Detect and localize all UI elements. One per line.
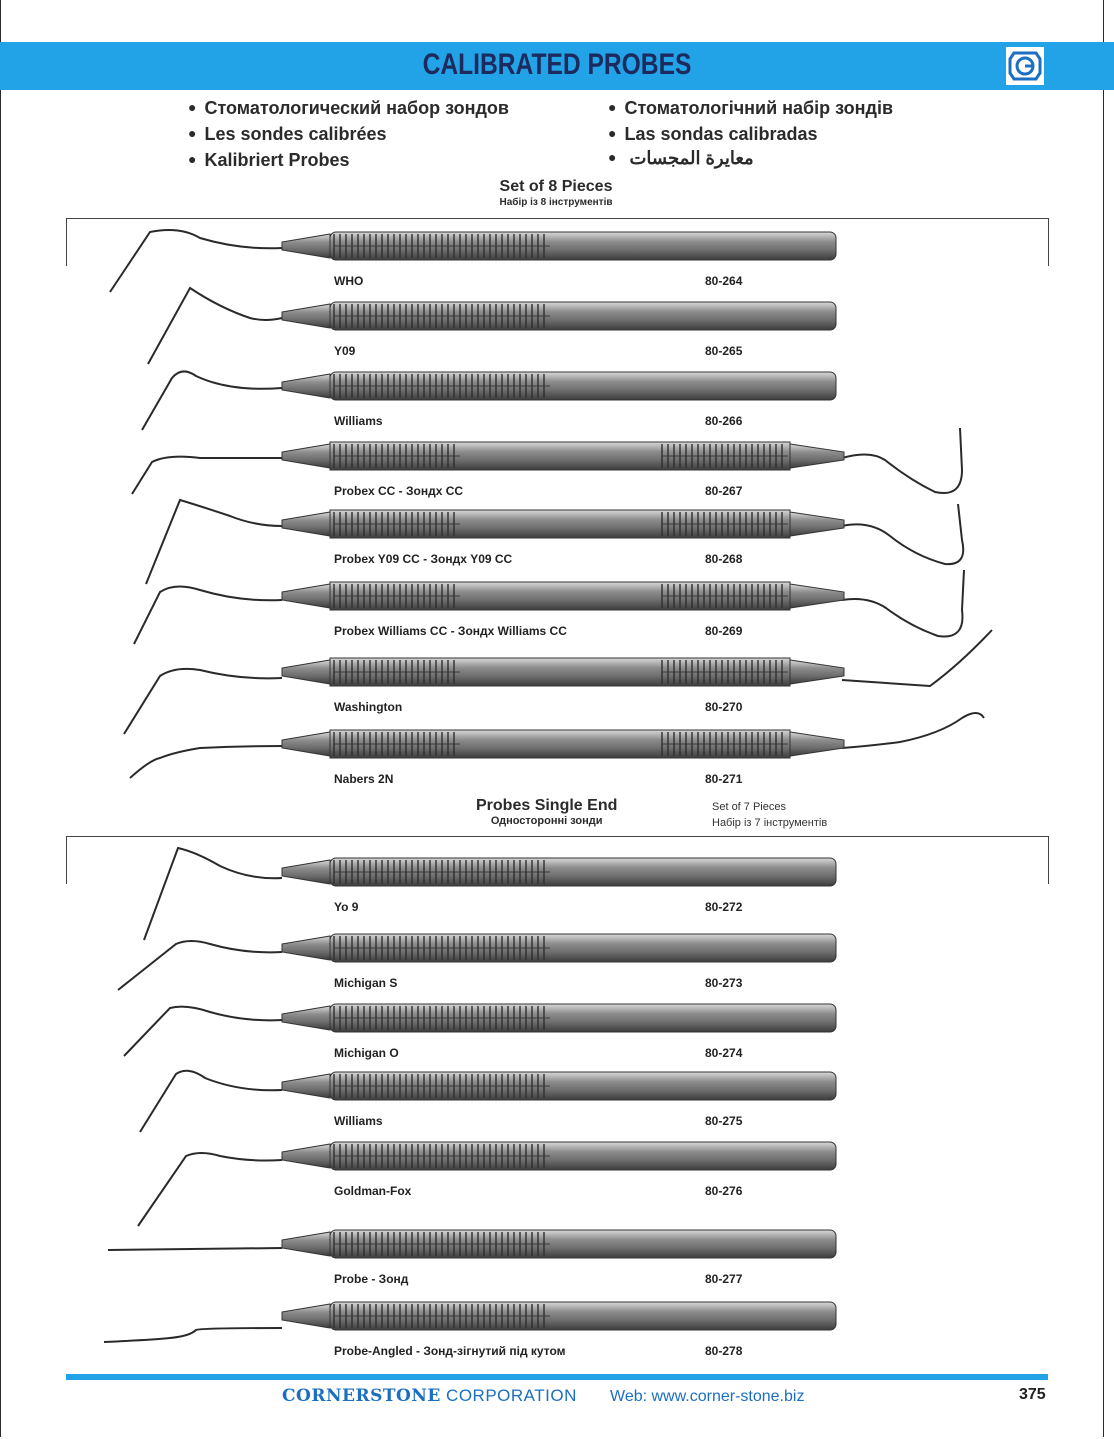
instrument-name: Goldman-Fox (334, 1184, 412, 1198)
footer-company: CORNERSTONE CORPORATION (282, 1386, 577, 1406)
instrument-code: 80-271 (705, 772, 743, 786)
instrument-name: Michigan S (334, 976, 398, 990)
single-end-subtitle: Односторонні зонди (490, 815, 603, 827)
instrument-name: Probe-Angled - Зонд-зігнутий під кутом (334, 1344, 566, 1358)
lang-uk: ● Стоматологічний набір зондів (608, 98, 894, 118)
footer-line (66, 1374, 1048, 1380)
instrument-name: Probe - Зонд (334, 1272, 409, 1286)
instrument-code: 80-269 (705, 624, 743, 638)
instrument-code: 80-266 (705, 414, 743, 428)
page-number: 375 (1019, 1386, 1046, 1403)
set-8-title: Set of 8 Pieces (499, 178, 613, 195)
instrument-code: 80-265 (705, 344, 743, 358)
lang-fr: ● Les sondes calibrées (188, 124, 387, 144)
single-end-set-count: Set of 7 Pieces (712, 801, 786, 813)
single-end-set-sub: Набір із 7 інструментів (712, 817, 828, 829)
instrument-code: 80-274 (705, 1046, 743, 1060)
instrument-name: Yo 9 (334, 900, 359, 914)
instrument-name: Y09 (334, 344, 356, 358)
instrument-name: Michigan O (334, 1046, 399, 1060)
lang-ar: معايرة المجسات ● (608, 148, 754, 168)
page-title: CALIBRATED PROBES (422, 48, 692, 81)
instrument-code: 80-277 (705, 1272, 743, 1286)
instrument-name: Williams (334, 1114, 383, 1128)
instrument-name: Probex CC - Зондх CC (334, 484, 464, 498)
instrument-name: Probex Y09 CC - Зондх Y09 CC (334, 552, 513, 566)
instrument-name: Nabers 2N (334, 772, 394, 786)
instrument-code: 80-275 (705, 1114, 743, 1128)
set-8-subtitle: Набір із 8 інструментів (499, 197, 613, 208)
instrument-name: Washington (334, 700, 403, 714)
instrument-code: 80-276 (705, 1184, 743, 1198)
probe-tip (104, 1328, 282, 1342)
instrument-name: Williams (334, 414, 383, 428)
instrument-code: 80-268 (705, 552, 743, 566)
footer-web-link[interactable]: Web: www.corner-stone.biz (610, 1388, 805, 1405)
instrument-name: WHO (334, 274, 364, 288)
instrument-code: 80-273 (705, 976, 743, 990)
instrument-code: 80-270 (705, 700, 743, 714)
instrument-code: 80-272 (705, 900, 743, 914)
instrument-code: 80-278 (705, 1344, 743, 1358)
instrument-name: Probex Williams CC - Зондх Williams CC (334, 624, 567, 638)
instrument-code: 80-267 (705, 484, 743, 498)
lang-ru: ● Стоматологический набор зондов (188, 98, 509, 118)
instrument-code: 80-264 (705, 274, 743, 288)
lang-es: ● Las sondas calibradas (608, 124, 818, 144)
single-end-title: Probes Single End (476, 797, 618, 814)
lang-de: ● Kalibriert Probes (188, 150, 350, 170)
